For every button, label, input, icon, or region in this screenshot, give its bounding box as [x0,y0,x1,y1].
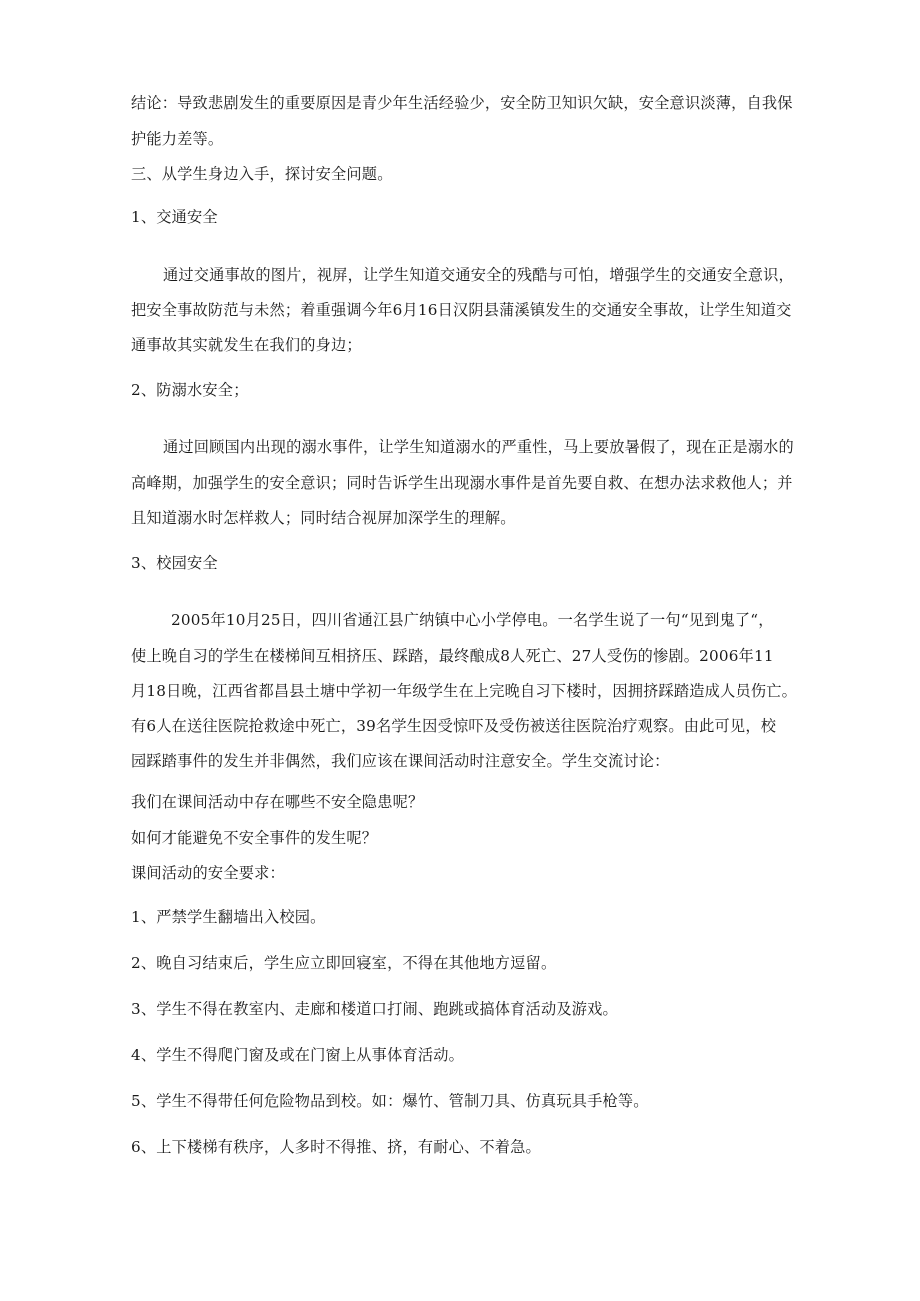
discussion-question-2: 如何才能避免不安全事件的发生呢？ [131,829,378,847]
traffic-paragraph-line-2: 把安全事故防范与未然；着重强调今年6月16日汉阴县蒲溪镇发生的交通安全事故，让学生知道交 [131,301,792,319]
requirement-item: 5、学生不得带任何危险物品到校。如：爆竹、管制刀具、仿真玩具手枪等。 [131,1092,649,1110]
discussion-question-1: 我们在课间活动中存在哪些不安全隐患呢？ [131,793,424,811]
campus-paragraph-line-5: 园踩踏事件的发生并非偶然，我们应该在课间活动时注意安全。学生交流讨论： [131,752,670,770]
drowning-paragraph-line-3: 且知道溺水时怎样救人；同时结合视屏加深学生的理解。 [131,509,516,527]
traffic-safety-heading: 1、交通安全 [131,208,218,226]
traffic-paragraph-line-3: 通事故其实就发生在我们的身边； [131,336,362,354]
campus-paragraph-line-3: 月18日晚，江西省都昌县土塘中学初一年级学生在上完晚自习下楼时，因拥挤踩踏造成人员伤亡。 [131,682,798,700]
requirement-item: 3、学生不得在教室内、走廊和楼道口打闹、跑跳或搞体育活动及游戏。 [131,1000,618,1018]
campus-safety-heading: 3、校园安全 [131,554,218,572]
campus-paragraph-line-4: 有6人在送往医院抢救途中死亡，39名学生因受惊吓及受伤被送往医院治疗观察。由此可见，校 [131,717,777,735]
campus-paragraph-line-2: 使上晚自习的学生在楼梯间互相挤压、踩踏，最终酿成8人死亡、27人受伤的惨剧。2006年11 [131,647,774,665]
campus-paragraph-line-1: 2005年10月25日，四川省通江县广纳镇中心小学停电。一名学生说了一句“见到鬼了“， [171,611,774,629]
drowning-paragraph-line-1: 通过回顾国内出现的溺水事件，让学生知道溺水的严重性，马上要放暑假了，现在正是溺水的 [163,438,794,456]
traffic-paragraph-line-1: 通过交通事故的图片，视屏，让学生知道交通安全的残酷与可怕，增强学生的交通安全意识， [163,266,794,284]
requirement-item: 2、晚自习结束后，学生应立即回寝室，不得在其他地方逗留。 [131,954,557,972]
requirement-item: 6、上下楼梯有秩序，人多时不得推、挤，有耐心、不着急。 [131,1138,541,1156]
drowning-paragraph-line-2: 高峰期，加强学生的安全意识；同时告诉学生出现溺水事件是首先要自救、在想办法求救他人；并 [131,474,793,492]
requirement-item: 4、学生不得爬门窗及或在门窗上从事体育活动。 [131,1046,465,1064]
section-3-heading: 三、从学生身边入手，探讨安全问题。 [131,165,393,183]
requirements-heading: 课间活动的安全要求： [131,864,285,882]
conclusion-line-2: 护能力差等。 [131,130,224,148]
requirement-item: 1、严禁学生翻墙出入校园。 [131,908,326,926]
drowning-safety-heading: 2、防溺水安全； [131,381,249,399]
conclusion-line-1: 结论：导致悲剧发生的重要原因是青少年生活经验少，安全防卫知识欠缺，安全意识淡薄，自我保 [131,94,793,112]
